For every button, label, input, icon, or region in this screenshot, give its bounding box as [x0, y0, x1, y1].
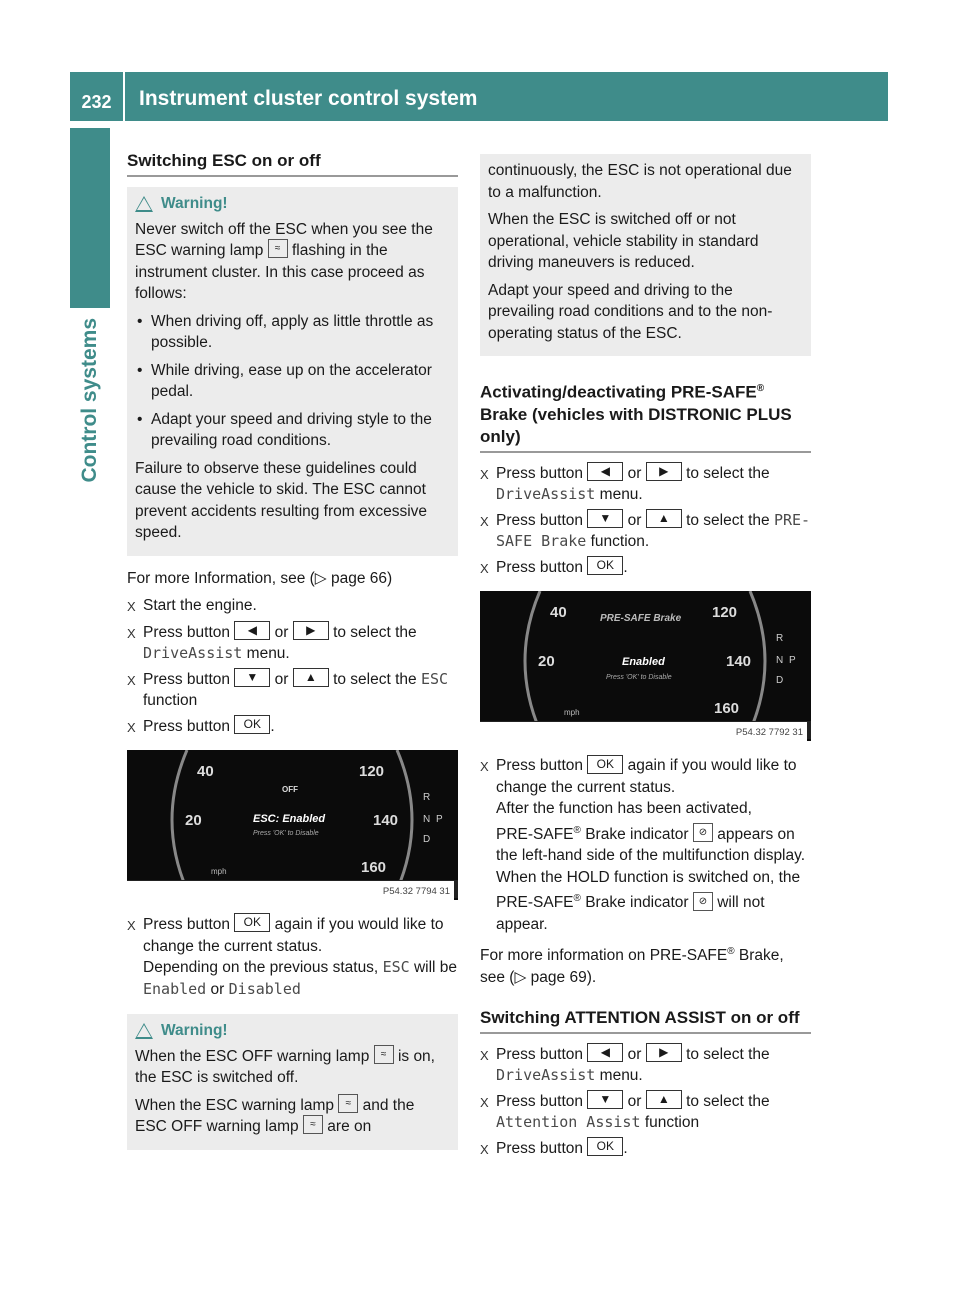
- gauge-20: 20: [185, 812, 202, 829]
- left-button-icon: ◀: [587, 462, 623, 481]
- section-title-attention: Switching ATTENTION ASSIST on or off: [480, 1007, 811, 1034]
- down-button-icon: ▼: [587, 1090, 623, 1109]
- gauge-160: 160: [361, 859, 387, 876]
- warning-footer: Failure to observe these guidelines could cause the vehicle to skid. The ESC cannot prevent accidents resulting from excessive speed.: [135, 459, 428, 541]
- esc-off-lamp-icon: ≈: [303, 1115, 323, 1134]
- up-button-icon: ▲: [646, 1090, 682, 1109]
- step: X Start the engine.: [127, 597, 257, 614]
- step: X Press button ▼ or ▲ to select the Attention Assist function: [480, 1092, 770, 1132]
- ok-button-icon: OK: [587, 1137, 623, 1156]
- section-title-esc: Switching ESC on or off: [127, 150, 458, 177]
- sidebar-label: Control systems: [78, 318, 101, 483]
- gear-d: D: [423, 834, 431, 845]
- step: X Press button ▼ or ▲ to select the PRE-SAFE Brake function.: [480, 510, 811, 551]
- gauge-20: 20: [538, 653, 555, 671]
- gauge-40: 40: [197, 763, 214, 780]
- gear-n: N: [423, 814, 431, 825]
- step: X Press button OK again if you would like to change the current status. After the function has been activated, PRE-SAFE® Brake indicator ⊘ appears on the left-hand side of the multifunction display. When the HOLD function is switched on, the PRE-SAFE® Brake indicator ⊘ will not appear.: [480, 756, 806, 933]
- esc-warning-lamp-icon: ≈: [338, 1094, 358, 1113]
- cluster-svg: [480, 591, 811, 741]
- cluster-label: Enabled: [622, 656, 665, 669]
- right-column: [480, 154, 811, 1164]
- right-button-icon: ▶: [646, 1043, 682, 1062]
- down-button-icon: ▼: [587, 509, 623, 528]
- gear-n: N: [776, 655, 784, 667]
- step: X Press button OK .: [127, 716, 275, 735]
- esc-off-label: OFF: [282, 785, 298, 794]
- right-button-icon: ▶: [646, 462, 682, 481]
- more-info: For more information on PRE-SAFE® Brake, see (▷ page 69).: [480, 946, 784, 987]
- gauge-120: 120: [359, 763, 385, 780]
- cluster-unit: mph: [211, 867, 227, 876]
- left-button-icon: ◀: [587, 1043, 623, 1062]
- gauge-140: 140: [726, 653, 752, 671]
- page-number: 232: [70, 72, 125, 121]
- sidebar-tab: [70, 128, 110, 308]
- step: X Press button OK .: [480, 1139, 628, 1157]
- gauge-140: 140: [373, 812, 399, 829]
- step: X Press button ◀ or ▶ to select the DriveAssist menu.: [127, 622, 417, 662]
- ok-button-icon: OK: [234, 913, 270, 932]
- step: X Press button ◀ or ▶ to select the DriveAssist menu.: [480, 464, 770, 504]
- page-title: Instrument cluster control system: [139, 86, 478, 110]
- left-column: [127, 150, 458, 1162]
- step: X Press button OK again if you would like to change the current status. Depending on the previous status, ESC will be Enabled or Disabled: [127, 915, 458, 998]
- list-item: • While driving, ease up on the accelerator pedal.: [137, 361, 432, 400]
- gear-p: P: [789, 655, 796, 667]
- step: X Press button ▼ or ▲ to select the ESC function: [127, 669, 449, 709]
- ok-button-icon: OK: [234, 715, 270, 734]
- esc-off-lamp-icon: ≈: [374, 1045, 394, 1064]
- gauge-160: 160: [714, 700, 740, 718]
- gear-p: P: [436, 814, 443, 825]
- gauge-120: 120: [712, 604, 738, 622]
- gauge-40: 40: [550, 604, 567, 622]
- warning-box-1: [127, 187, 458, 556]
- image-caption: P54.32 7792 31: [480, 722, 807, 742]
- cluster-sub: Press 'OK' to Disable: [253, 830, 319, 837]
- cluster-unit: mph: [564, 708, 580, 718]
- gear-r: R: [776, 633, 784, 645]
- cluster-top-label: PRE-SAFE Brake: [600, 613, 682, 625]
- up-button-icon: ▲: [293, 668, 329, 687]
- warning-triangle-icon: [135, 1023, 153, 1039]
- section-title-presafe: Activating/deactivating PRE-SAFE® Brake (vehicles with DISTRONIC PLUS only): [480, 378, 811, 453]
- up-button-icon: ▲: [646, 509, 682, 528]
- warning-triangle-icon: [135, 196, 153, 212]
- cluster-svg: [127, 750, 458, 900]
- page-header: [70, 72, 888, 121]
- continued-warning-box: continuously, the ESC is not operational due to a malfunction. When the ESC is switched off or not operational, vehicle stability in standard driving maneuvers is reduced. Adapt your speed and driving to the prevailing road conditions and to the non-operating status of the ESC.: [480, 154, 811, 356]
- cluster-label: ESC: Enabled: [253, 813, 326, 825]
- gear-d: D: [776, 675, 784, 687]
- presafe-brake-indicator-icon: ⊘: [693, 892, 713, 911]
- step: X Press button OK .: [480, 558, 628, 576]
- presafe-brake-indicator-icon: ⊘: [693, 823, 713, 842]
- warning-box-2: Warning! When the ESC OFF warning lamp ≈ is on, the ESC is switched off. When the ESC warning lamp ≈ and the ESC OFF warning lamp ≈ are on: [127, 1014, 458, 1150]
- sidebar-label-wrap: [70, 318, 110, 508]
- cluster-image-presafe: [480, 591, 811, 741]
- warning-heading: Warning!: [135, 193, 450, 215]
- ok-button-icon: OK: [587, 755, 623, 774]
- step: X Press button ◀ or ▶ to select the DriveAssist menu.: [480, 1045, 770, 1085]
- more-info: For more Information, see (▷ page 66): [127, 569, 393, 587]
- list-item: • When driving off, apply as little throttle as possible.: [137, 312, 434, 351]
- left-button-icon: ◀: [234, 621, 270, 640]
- list-item: • Adapt your speed and driving style to the prevailing road conditions.: [137, 410, 432, 449]
- cluster-sub: Press 'OK' to Disable: [606, 674, 672, 682]
- warning-heading: Warning!: [135, 1020, 450, 1042]
- ok-button-icon: OK: [587, 556, 623, 575]
- image-caption: P54.32 7794 31: [127, 881, 454, 901]
- esc-warning-lamp-icon: ≈: [268, 239, 288, 258]
- cluster-image-esc: [127, 750, 458, 900]
- right-button-icon: ▶: [293, 621, 329, 640]
- down-button-icon: ▼: [234, 668, 270, 687]
- warning-intro: Never switch off the ESC when you see the ESC warning lamp ≈ flashing in the instrument cluster. In this case proceed as follows:: [135, 220, 433, 302]
- gear-r: R: [423, 792, 431, 803]
